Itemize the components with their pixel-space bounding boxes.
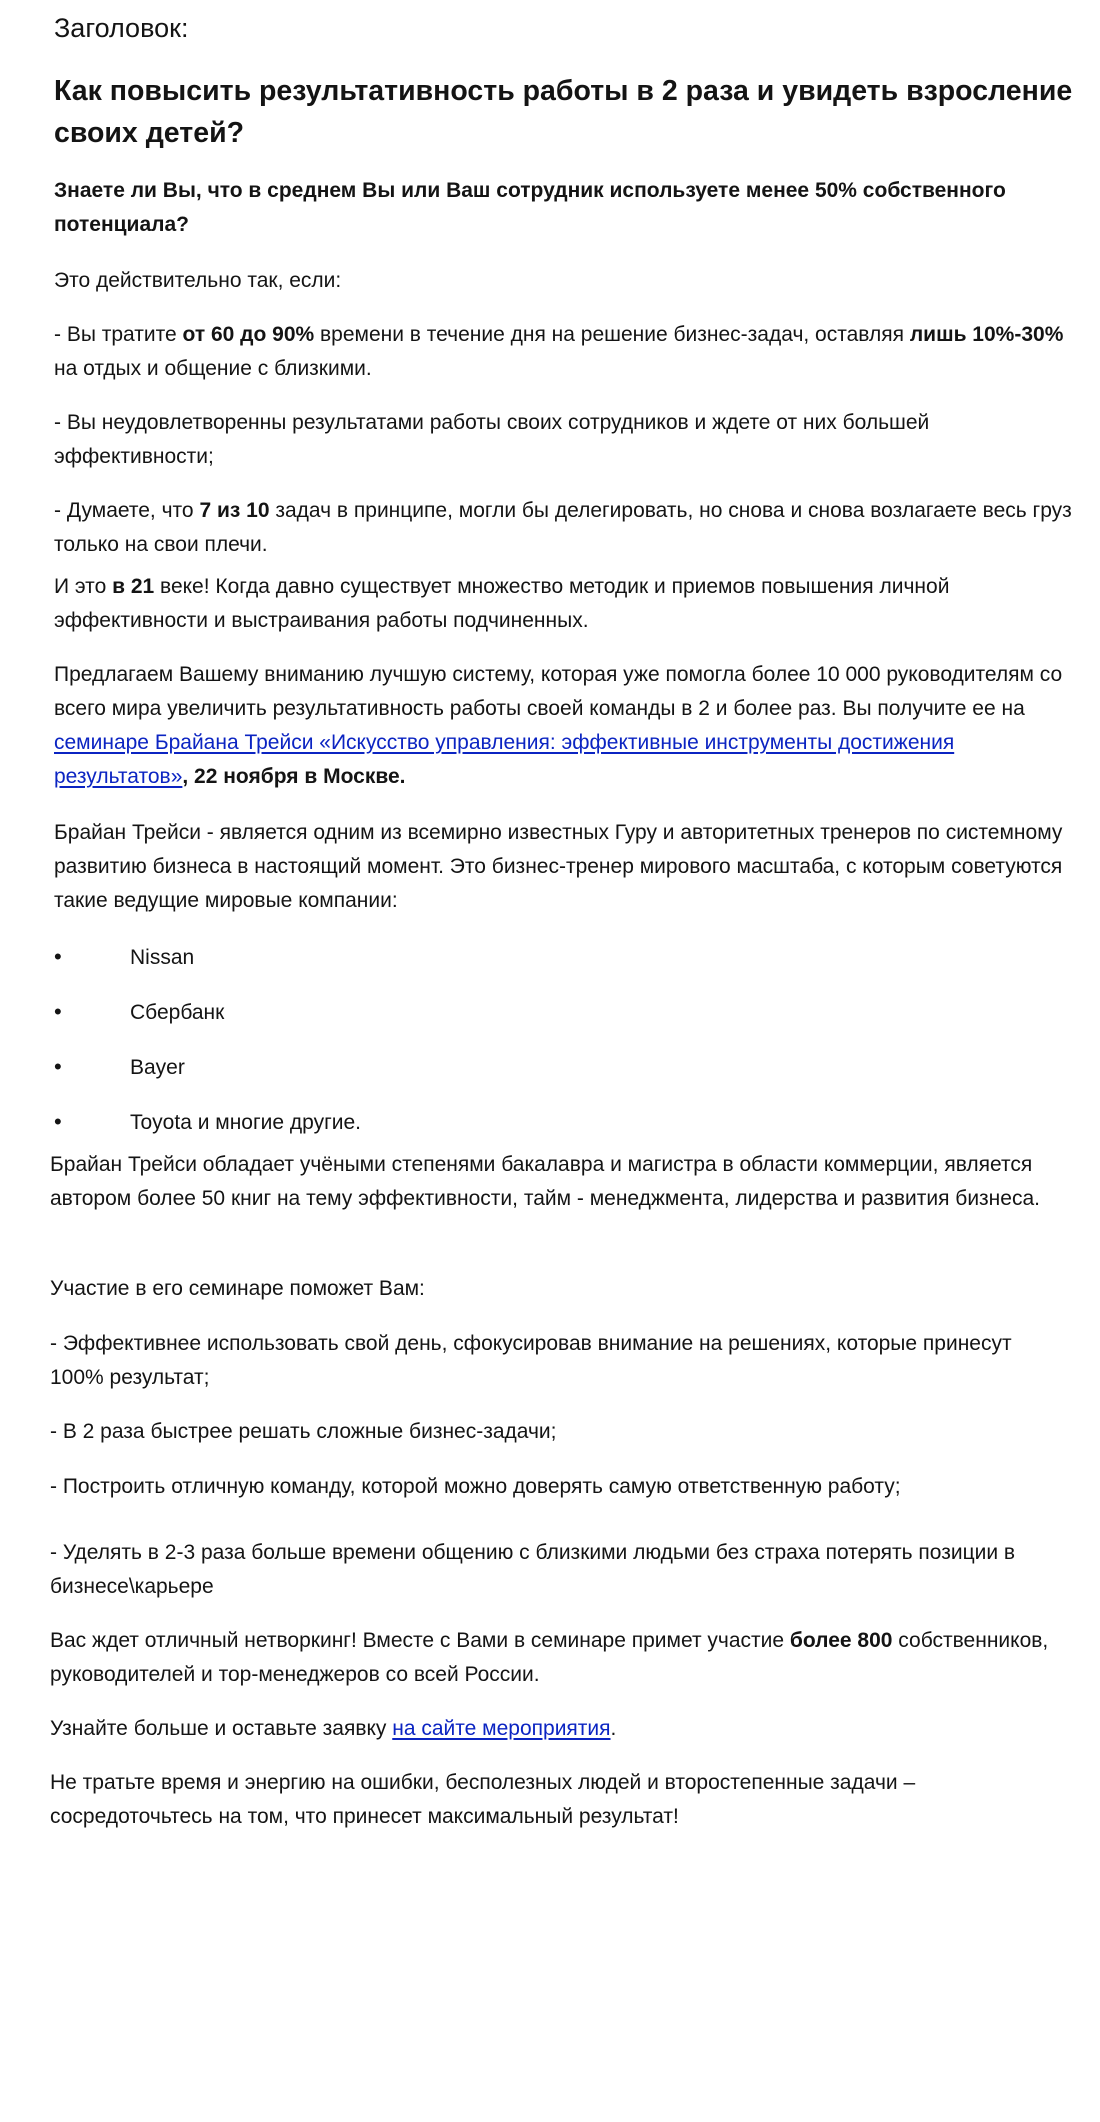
list-item: • Toyota и многие другие. bbox=[54, 1105, 954, 1140]
intro-paragraph: Это действительно так, если: bbox=[54, 269, 342, 292]
benefit-item: - В 2 раза быстрее решать сложные бизнес-задачи; bbox=[50, 1420, 557, 1443]
signup-paragraph: Узнайте больше и оставьте заявку на сайте мероприятия. bbox=[50, 1717, 617, 1740]
trainer-paragraph: Брайан Трейси - является одним из всемирно известных Гуру и авторитетных тренеров по системному развитию бизнеса в настоящий момент. Это бизнес-тренер мирового масштаба, с которым советуются такие ведущие мировые компании: bbox=[54, 821, 1063, 912]
condition-staff: - Вы неудовлетворенны результатами работы своих сотрудников и ждете от них большей эффективности; bbox=[54, 411, 930, 468]
credentials-paragraph: Брайан Трейси обладает учёными степенями бакалавра и магистра в области коммерции, является автором более 50 книг на тему эффективности, тайм - менеджмента, лидерства и развития бизнеса. bbox=[50, 1153, 1040, 1210]
networking-paragraph: Вас ждет отличный нетворкинг! Вместе с Вами в семинаре примет участие более 800 собственников, руководителей и тор-менеджеров со всей России. bbox=[50, 1629, 1049, 1686]
list-item: • Сбербанк bbox=[54, 995, 954, 1030]
heading-label: Заголовок: bbox=[54, 13, 189, 43]
condition-delegation: - Думаете, что 7 из 10 задач в принципе, могли бы делегировать, но снова и снова возлагаете весь груз только на свои плечи. bbox=[54, 499, 1072, 556]
benefit-item: - Построить отличную команду, которой можно доверять самую ответственную работу; bbox=[50, 1475, 901, 1498]
list-item: • Bayer bbox=[54, 1050, 954, 1085]
article-title: Как повысить результативность работы в 2 раза и увидеть взросление своих детей? bbox=[54, 75, 1073, 149]
bullet-icon: • bbox=[54, 1109, 62, 1134]
closing-paragraph: Не тратьте время и энергию на ошибки, бесполезных людей и второстепенные задачи – сосредоточьтесь на том, что принесет максимальный результат! bbox=[50, 1771, 916, 1828]
seminar-link[interactable]: семинаре Брайана Трейси «Искусство управления: эффективные инструменты достижения результатов» bbox=[54, 731, 955, 788]
condition-time: - Вы тратите от 60 до 90% времени в течение дня на решение бизнес-задач, оставляя лишь 10%-30% на отдых и общение с близкими. bbox=[54, 323, 1064, 380]
benefit-item: - Эффективнее использовать свой день, сфокусировав внимание на решениях, которые принесут 100% результат; bbox=[50, 1332, 1012, 1389]
bullet-icon: • bbox=[54, 999, 62, 1024]
bullet-icon: • bbox=[54, 944, 62, 969]
list-item: • Nissan bbox=[54, 940, 954, 975]
offer-paragraph: Предлагаем Вашему вниманию лучшую систему, которая уже помогла более 10 000 руководителям со всего мира увеличить результативность работы своей команды в 2 и более раз. Вы получите ее на семинаре Брайана Трейси «Искусство управления: эффективные инструменты достижения результатов», 22 ноября в Москве. bbox=[54, 663, 1063, 788]
benefit-item: - Уделять в 2-3 раза больше времени общению с близкими людьми без страха потерять позиции в бизнесе\карьере bbox=[50, 1541, 1016, 1598]
bullet-icon: • bbox=[54, 1054, 62, 1079]
participation-intro: Участие в его семинаре поможет Вам: bbox=[50, 1277, 425, 1300]
lead-question: Знаете ли Вы, что в среднем Вы или Ваш сотрудник используете менее 50% собственного потенциала? bbox=[54, 179, 1006, 236]
century-paragraph: И это в 21 веке! Когда давно существует множество методик и приемов повышения личной эффективности и выстраивания работы подчиненных. bbox=[54, 575, 950, 632]
event-site-link[interactable]: на сайте мероприятия bbox=[392, 1717, 611, 1740]
